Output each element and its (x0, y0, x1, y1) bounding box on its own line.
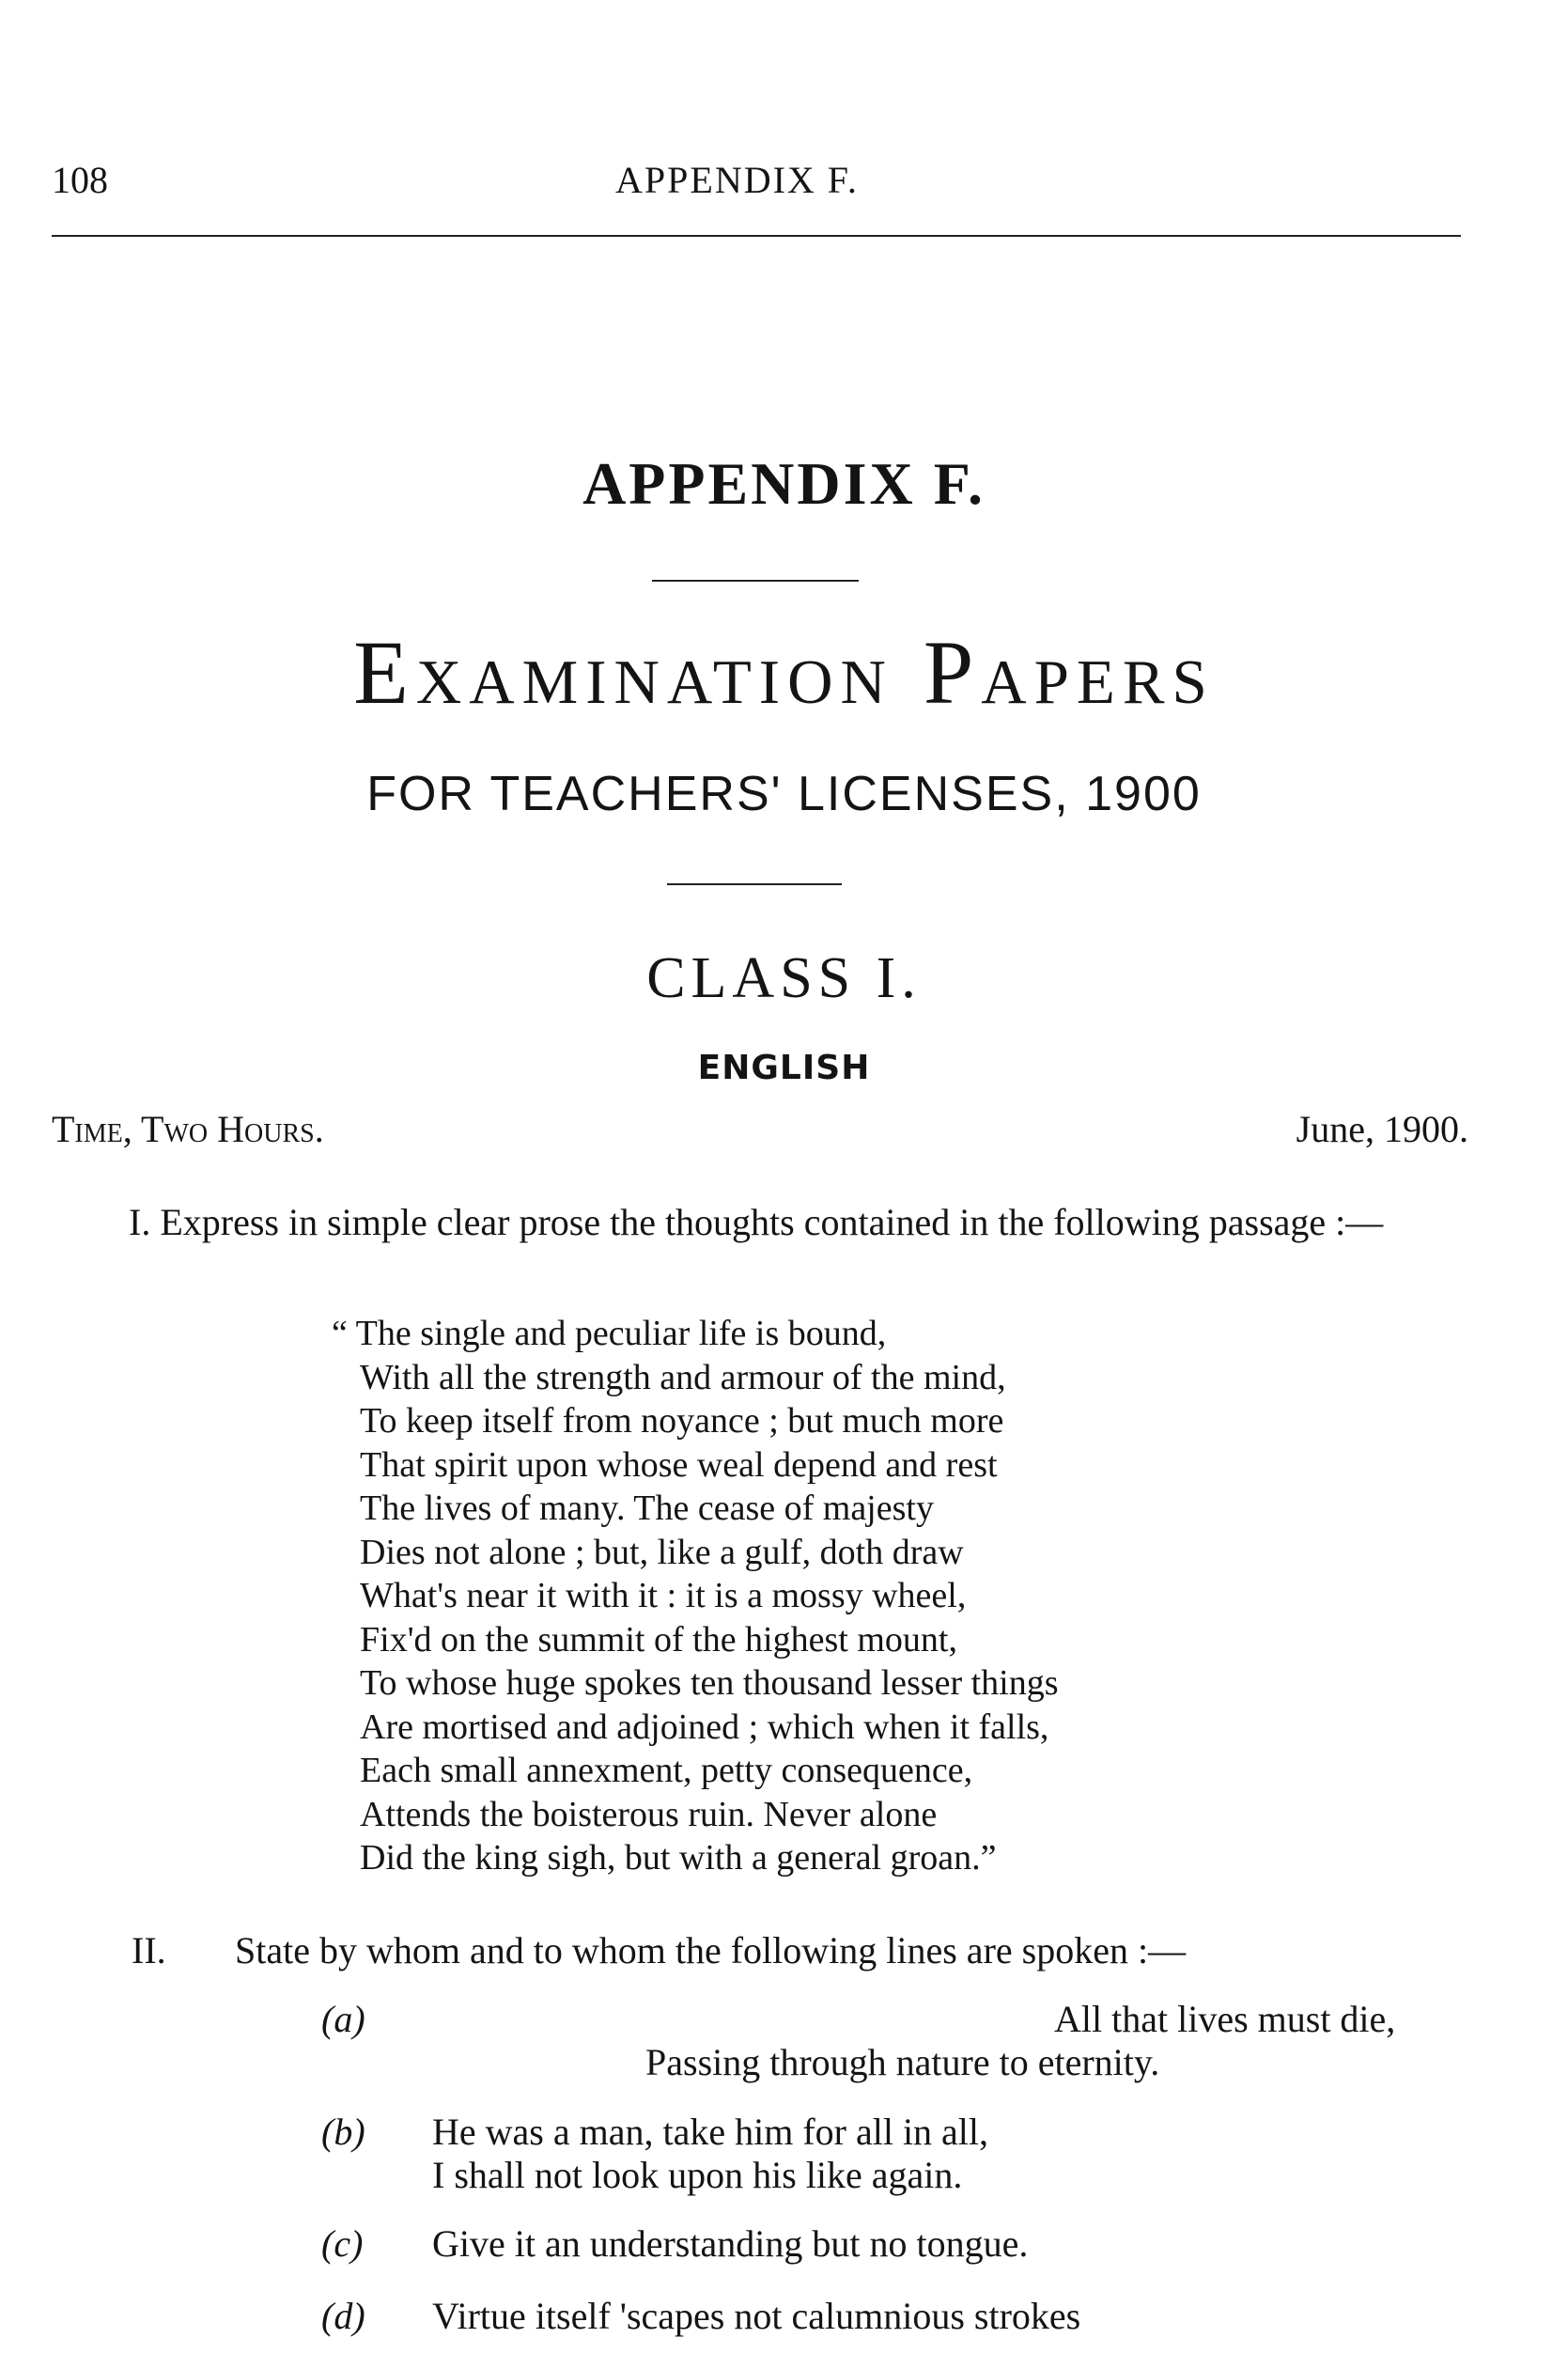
quote-line: He was a man, take him for all in all, (432, 2111, 989, 2153)
quote-line: Virtue itself 'scapes not calumnious strokes (432, 2295, 1081, 2337)
quote-line: I shall not look upon his like again. (432, 2154, 963, 2196)
subtitle: FOR TEACHERS' LICENSES, 1900 (366, 767, 1202, 821)
question-2 (132, 1928, 1186, 1972)
poem-line: To whose huge spokes ten thousand lesser things (360, 1663, 1059, 1703)
exam-date: June, 1900. (1296, 1108, 1468, 1150)
quote-line: Passing through nature to eternity. (645, 2041, 1160, 2083)
time-allowed: Time, Two Hours. (52, 1108, 324, 1150)
item-label: (c) (321, 2222, 364, 2265)
class-title: CLASS I. (646, 946, 922, 1010)
subtitle-rule (667, 883, 842, 885)
poem-line: Dies not alone ; but, like a gulf, doth draw (360, 1532, 964, 1572)
poem-passage (332, 1312, 1318, 1880)
question-1-number: I. (129, 1201, 151, 1243)
poem-line: Fix'd on the summit of the highest mount, (360, 1619, 957, 1660)
question-2-text: State by whom and to whom the following lines are spoken :— (235, 1929, 1187, 1972)
item-label: (b) (321, 2111, 365, 2153)
running-head (52, 158, 1461, 214)
poem-line: That spirit upon whose weal depend and rest (360, 1444, 998, 1485)
poem-line: Attends the boisterous ruin. Never alone (360, 1794, 938, 1834)
poem-line: With all the strength and armour of the mind, (360, 1357, 1006, 1397)
page-number: 108 (52, 159, 108, 201)
item-label: (d) (321, 2295, 365, 2337)
header-rule (52, 235, 1461, 237)
poem-line: “ The single and peculiar life is bound, (332, 1314, 887, 1353)
poem-line: Did the king sigh, but with a general groan.” (360, 1838, 997, 1878)
item-label: (a) (321, 1998, 365, 2040)
question-1 (52, 1197, 1470, 1248)
quote-line: All that lives must die, (1054, 1998, 1396, 2040)
subject-heading: ENGLISH (697, 1049, 871, 1087)
poem-line: Each small annexment, petty consequence, (360, 1751, 973, 1790)
quote-line: Give it an understanding but no tongue. (432, 2222, 1029, 2265)
appendix-title: APPENDIX F. (582, 450, 986, 517)
running-title: APPENDIX F. (615, 159, 859, 201)
poem-line: Are mortised and adjoined ; which when it falls, (360, 1707, 1049, 1747)
poem-line: To keep itself from noyance ; but much more (360, 1401, 1004, 1441)
question-1-text: Express in simple clear prose the thoughts contained in the following passage :— (160, 1201, 1384, 1243)
question-2-number: II. (132, 1929, 166, 1972)
main-title: Examination Papers (353, 622, 1215, 723)
poem-line: The lives of many. The cease of majesty (360, 1488, 934, 1528)
poem-line: What's near it with it : it is a mossy wheel, (360, 1576, 967, 1615)
title-rule (652, 580, 859, 582)
